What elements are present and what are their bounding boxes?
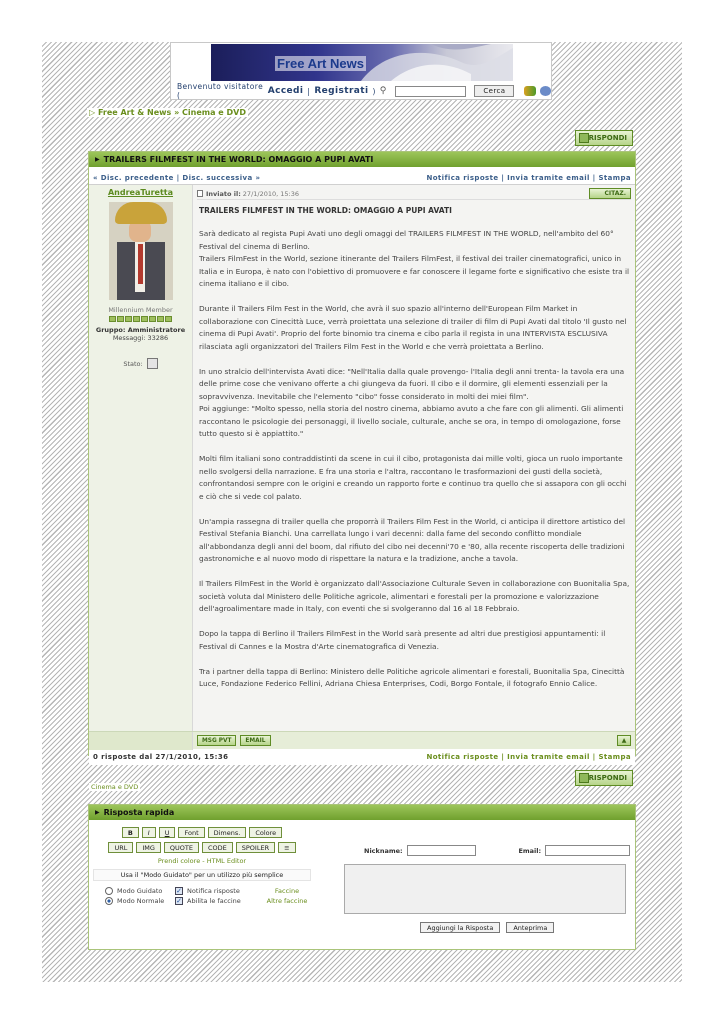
welcome-prefix: Benvenuto visitatore ( [177, 82, 264, 100]
post-footer [89, 731, 635, 749]
scroll-top-icon[interactable]: ▲ [617, 735, 631, 746]
email-button[interactable]: EMAIL [240, 735, 270, 746]
topic-container [88, 151, 636, 761]
email-field[interactable] [545, 845, 630, 856]
message-textarea[interactable] [344, 864, 626, 914]
reply-button-bottom[interactable] [575, 770, 633, 786]
page-background [42, 42, 682, 982]
post-content [193, 185, 635, 731]
author-name-link[interactable]: AndreaTuretta [107, 188, 174, 197]
identity-row [344, 845, 630, 856]
url-button[interactable]: URL [108, 842, 133, 853]
triangle-icon: ▶ [95, 156, 100, 163]
nav-separator: | [501, 753, 505, 761]
nickname-field[interactable] [407, 845, 477, 856]
author-group: Gruppo: Amministratore [95, 326, 186, 334]
author-messages: Messaggi: 33286 [112, 334, 169, 342]
reply-button-top[interactable] [575, 130, 633, 146]
replies-info: 0 risposte dal 27/1/2010, 15:36 [93, 753, 229, 761]
next-topic-link[interactable]: Disc. successiva » [182, 173, 261, 182]
avatar [109, 202, 173, 300]
editor-links [93, 857, 311, 865]
private-message-button[interactable]: MSG PVT [197, 735, 236, 746]
reply-icon [579, 773, 589, 783]
breadcrumb-root-link[interactable]: Free Art & News [97, 108, 172, 117]
submit-reply-button[interactable]: Aggiungi la Risposta [420, 922, 500, 933]
smilies-link[interactable]: Faccine [274, 887, 300, 895]
radio-off-icon [105, 887, 113, 895]
checkbox-checked-icon: ✓ [176, 897, 182, 905]
breadcrumb-marker-icon: ▷ [89, 108, 96, 117]
site-banner[interactable] [211, 44, 513, 81]
enable-smilies-label: Abilita le faccine [187, 897, 241, 905]
nav-separator: | [501, 173, 505, 182]
topic-nav-row [89, 171, 635, 185]
banner-title: Free Art News [277, 56, 364, 71]
html-editor-link[interactable]: HTML Editor [206, 857, 247, 865]
reply-form [344, 845, 630, 933]
welcome-separator: | [307, 86, 311, 96]
post [89, 185, 635, 731]
author-rank: Millennium Member [108, 306, 173, 314]
topic-footer-links [426, 753, 631, 761]
sent-label: Inviato il: [206, 189, 241, 198]
color-button[interactable]: Colore [249, 827, 282, 838]
normal-mode-option[interactable] [105, 897, 175, 905]
triangle-icon: ▶ [95, 809, 100, 816]
nav-separator: | [592, 173, 596, 182]
author-status [89, 358, 192, 369]
post-meta [197, 188, 631, 200]
users-icon[interactable] [524, 86, 535, 96]
welcome-bar [171, 82, 551, 100]
quote-button-label: CITAZ. [604, 190, 626, 197]
post-paragraph: Sarà dedicato al regista Pupi Avati uno degli omaggi del TRAILERS FILMFEST IN THE WORLD, nell'ambito del 60° Festival del cinema di Berlino. Trailers FilmFest in the World, sezione itinerante del Trailers FilmFest, il festival dei trailer cinematografici, unico in Italia e in Europa, è nato con l'obiettivo di promuovere e far conoscere il legame forte e significativo che esiste tra il cinema italiano e il cibo. [199, 229, 630, 288]
topic-footer-row [89, 749, 635, 765]
quick-reply-title: Risposta rapida [103, 808, 175, 817]
nav-separator: | [176, 173, 180, 182]
topic-title: TRAILERS FILMFEST IN THE WORLD: OMAGGIO A PUPI AVATI [103, 155, 374, 164]
site-header [170, 42, 552, 100]
document-icon [197, 190, 203, 197]
footer-section-link[interactable]: Cinema e DVD [91, 783, 139, 791]
guided-mode-option[interactable] [105, 887, 175, 895]
prev-topic-link[interactable]: « Disc. precedente [93, 173, 174, 182]
nav-separator: | [592, 753, 596, 761]
status-label: Stato: [123, 359, 143, 368]
code-button[interactable]: CODE [202, 842, 233, 853]
guided-mode-label: Modo Guidato [117, 887, 163, 895]
post-paragraph: Durante il Trailers Film Fest in the World, che avrà il suo spazio all'interno dell'European Film Market in collaborazione con Cinecittà Luce, verrà proiettata una selezione di trailer di film di Pupi Avati dal titolo 'Il gusto nel cinema di Pupi Avati'. Proprio del forte binomio tra cinema e cibo parla il regista in una INTERVISTA ESCLUSIVA rilasciata agli organizzatori del Trailers Film Fest in the World e che verrà proiettata a Berlino. [199, 304, 627, 351]
nickname-label: Nickname: [364, 846, 403, 855]
post-paragraph: In uno stralcio dell'intervista Avati dice: "Nell'Italia dalla quale provengo- l'Italia degli anni trenta- la tavola era una delle prime cose che venivano offerte a chi giungeva da fuori. Il cibo e il dormire, gli elementi essenziali per la sopravvivenza. Inevitabile che l'elemento "cibo" fosse considerato in molti dei miei film". Poi aggiunge: "Molto spesso, nella storia del nostro cinema, abbiamo avuto a che fare con gli alimenti. Gli alimenti raccontano le psicologie dei personaggi, il livello sociale, culturale, anche se ora, in tempo di omologazione, forse tutto questo si è appiattito." [199, 366, 625, 438]
reply-options [93, 887, 311, 905]
search-icon: ⚲ [379, 86, 387, 96]
post-paragraph: Il Trailers FilmFest in the World è organizzato dall'Associazione Culturale Seven in collaborazione con Buonitalia Spa, società voluta dal Ministero delle Politiche agricole, alimentari e forestali per la promozione e valorizzazione dell'agroalimentare made in Italy, con eventi che si svolgeranno dal 16 al 18 Febbraio. [199, 579, 630, 613]
editor-toolbar-area [93, 827, 311, 905]
search-button[interactable]: Cerca [474, 85, 514, 97]
reply-icon [579, 133, 589, 143]
reply-button-bottom-label: RISPONDI [588, 774, 627, 782]
post-paragraph: Dopo la tappa di Berlino il Trailers FilmFest in the World sarà presente ad altri due prestigiosi appuntamenti: il Festival di Cannes e la Mostra d'Arte cinematografica di Venezia. [199, 629, 606, 651]
breadcrumb-section-link[interactable]: Cinema e DVD [182, 108, 246, 117]
notify-option[interactable] [175, 887, 257, 895]
register-link[interactable]: Registrati [314, 86, 369, 96]
topic-nav-left [93, 174, 260, 182]
size-button[interactable]: Dimens. [208, 827, 247, 838]
rank-pips [89, 316, 192, 322]
reply-button-top-label: RISPONDI [588, 134, 627, 142]
post-title: TRAILERS FILMFEST IN THE WORLD: OMAGGIO A PUPI AVATI [199, 206, 452, 215]
notify-replies-link[interactable]: Notifica risposte [426, 173, 499, 182]
list-icon[interactable]: ≡ [278, 842, 295, 853]
print-link[interactable]: Stampa [598, 173, 631, 182]
normal-mode-label: Modo Normale [117, 897, 165, 905]
send-email-link[interactable]: Invia tramite email [507, 753, 590, 761]
links-dash: - [202, 857, 205, 865]
radio-on-icon [105, 897, 113, 905]
toolbar-row-1 [93, 827, 311, 838]
form-actions [344, 922, 630, 933]
quote-tag-button[interactable]: QUOTE [164, 842, 199, 853]
offline-status-icon [147, 358, 158, 369]
notify-label: Notifica risposte [187, 887, 240, 895]
email-label: Email: [518, 846, 542, 855]
welcome-suffix: ) [372, 86, 376, 96]
sent-date: 27/1/2010, 15:36 [242, 189, 299, 198]
quote-button[interactable] [589, 188, 631, 199]
topic-nav-right [426, 174, 631, 182]
checkbox-checked-icon: ✓ [176, 887, 182, 895]
enable-smilies-option[interactable] [175, 897, 257, 905]
img-button[interactable]: IMG [136, 842, 161, 853]
bold-button[interactable]: B [122, 827, 139, 838]
author-panel [89, 185, 193, 731]
guided-mode-hint: Usa il "Modo Guidato" per un utilizzo più semplice [93, 869, 311, 881]
underline-button[interactable]: U [159, 827, 176, 838]
spoiler-button[interactable]: SPOILER [236, 842, 275, 853]
search-input[interactable] [395, 86, 467, 97]
post-paragraph: Un'ampia rassegna di trailer quella che proporrà il Trailers Film Fest in the World, ci anticipa il direttore artistico del Festival Stefania Bianchi. Una carrellata lungo i vari decenni: dalla fame del secondo conflitto mondiale all'abbondanza degli anni del boom, dal rifiuto del cibo nei decenni'70 e '80, alla recente riscoperta delle tradizioni gastronomiche e al nuovo modo di rispettare la natura e la tradizione, anche a tavola. [199, 516, 626, 563]
preview-button[interactable]: Anteprima [506, 922, 554, 933]
notify-replies-link[interactable]: Notifica risposte [426, 753, 499, 761]
breadcrumb [87, 108, 248, 117]
post-body [197, 228, 631, 691]
post-paragraph: Molti film italiani sono contraddistinti da scene in cui il cibo, protagonista dai mille volti, gioca un ruolo importante nello svolgersi della narrazione. E fra una storia e l'altra, raccontano le trasformazioni dei gusti della società, confrontandosi sempre con le origini e creando un rapporto forte e continuo tra quello che si assapora con gli occhi e ciò che si vede col palato. [199, 454, 627, 501]
italic-button[interactable]: I [142, 827, 156, 838]
login-link[interactable]: Accedi [267, 86, 304, 96]
quick-reply-panel [88, 804, 636, 950]
topic-title-bar [89, 152, 635, 167]
print-link[interactable]: Stampa [598, 753, 631, 761]
quick-reply-title-bar [89, 805, 635, 820]
breadcrumb-separator: » [174, 108, 180, 117]
toolbar-row-2 [93, 842, 311, 853]
send-email-link[interactable]: Invia tramite email [507, 173, 590, 182]
font-button[interactable]: Font [178, 827, 204, 838]
post-paragraph: Tra i partner della tappa di Berlino: Ministero delle Politiche agricole alimentari e forestali, Buonitalia Spa, Cinecittà Luce, Fondazione Federico Fellini, Adriana Chiesa Enterprises, Codi, Borgo Fontale, il fotografo Ennio Calice. [199, 666, 625, 688]
rss-icon[interactable] [540, 86, 551, 96]
more-smilies-link[interactable]: Altre faccine [266, 897, 308, 905]
pick-color-link[interactable]: Prendi colore [157, 857, 201, 865]
